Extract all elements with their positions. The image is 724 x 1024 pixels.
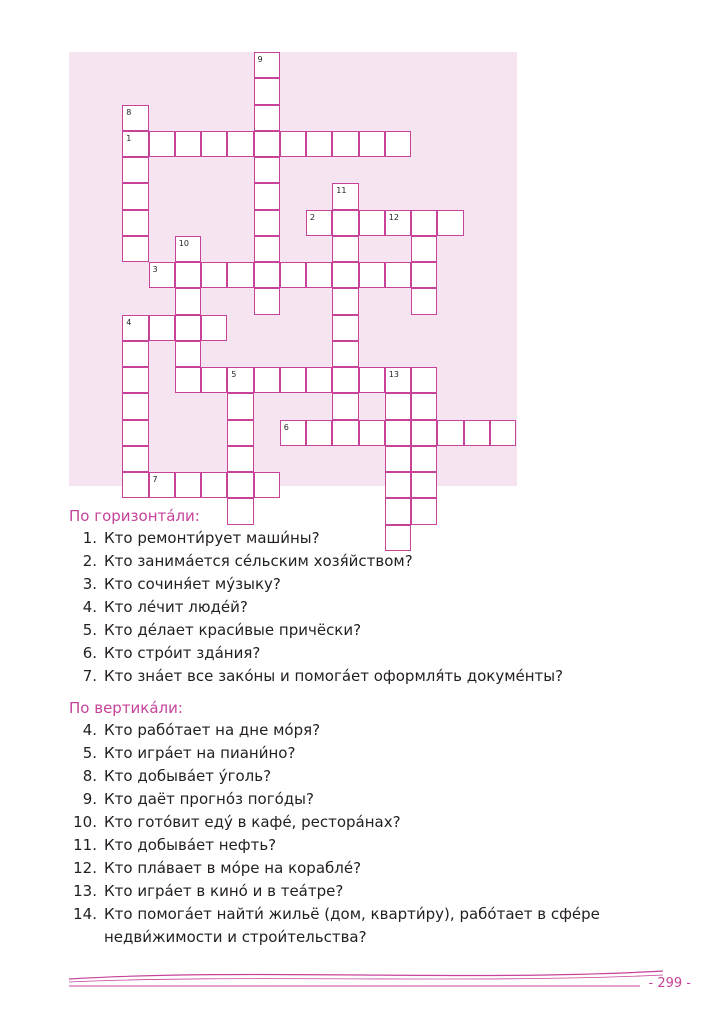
crossword-cell[interactable] <box>122 157 148 183</box>
crossword-cell[interactable] <box>332 210 358 236</box>
clue-text: Кто сочиня́ет му́зыку? <box>104 575 281 593</box>
clue-text: Кто помога́ет найти́ жильё (дом, кварти́ру), рабо́тает в сфе́ре недви́жимости и строи́тельства? <box>104 905 600 946</box>
crossword-cell[interactable] <box>411 367 437 393</box>
crossword-cell[interactable] <box>227 446 253 472</box>
crossword-cell[interactable] <box>175 262 201 288</box>
crossword-cell[interactable] <box>359 131 385 157</box>
crossword-cell[interactable] <box>332 315 358 341</box>
crossword-cell[interactable] <box>280 131 306 157</box>
crossword-cell[interactable] <box>437 420 463 446</box>
clue-number-label: 6 <box>283 422 289 432</box>
crossword-cell[interactable] <box>385 498 411 524</box>
clue-number-label: 4 <box>126 317 132 327</box>
crossword-cell[interactable] <box>149 472 175 498</box>
clue-number: 13. <box>73 882 97 900</box>
clue-number: 9. <box>82 790 97 808</box>
crossword-cell[interactable] <box>306 262 332 288</box>
clue-number: 4. <box>82 598 97 616</box>
crossword-cell[interactable] <box>411 288 437 314</box>
crossword-cell[interactable] <box>122 105 148 131</box>
crossword-cell[interactable] <box>122 183 148 209</box>
crossword-cell[interactable] <box>122 236 148 262</box>
down-clue <box>69 742 629 765</box>
crossword-cell[interactable] <box>385 131 411 157</box>
across-clue <box>69 596 629 619</box>
crossword-cell[interactable] <box>175 341 201 367</box>
crossword-cell[interactable] <box>280 420 306 446</box>
crossword-cell[interactable] <box>175 288 201 314</box>
crossword-cell[interactable] <box>254 52 280 78</box>
crossword-cell[interactable] <box>201 472 227 498</box>
clue-number-label: 5 <box>231 370 237 379</box>
footer-decoration <box>0 962 724 992</box>
clue-number: 3. <box>82 575 97 593</box>
crossword-cell[interactable] <box>306 131 332 157</box>
clue-number-label: 12 <box>388 212 399 222</box>
crossword-cell[interactable] <box>149 315 175 341</box>
crossword-cell[interactable] <box>332 183 358 209</box>
crossword-cell[interactable] <box>227 131 253 157</box>
crossword-cell[interactable] <box>359 262 385 288</box>
crossword-cell[interactable] <box>254 367 280 393</box>
crossword-cell[interactable] <box>306 420 332 446</box>
clue-number: 4. <box>82 721 97 739</box>
crossword-cell[interactable] <box>227 472 253 498</box>
crossword-cell[interactable] <box>122 472 148 498</box>
crossword-cell[interactable] <box>437 210 463 236</box>
clue-text: Кто занима́ется се́льским хозя́йством? <box>104 552 413 570</box>
clue-number-label: 8 <box>126 107 132 117</box>
clue-number: 8. <box>82 767 97 785</box>
crossword-cell[interactable] <box>411 446 437 472</box>
crossword-cell[interactable] <box>201 131 227 157</box>
crossword-cell[interactable] <box>464 420 490 446</box>
across-clue <box>69 573 629 596</box>
crossword-cell[interactable] <box>332 393 358 419</box>
clue-number: 7. <box>82 667 97 685</box>
crossword-cell[interactable] <box>122 315 148 341</box>
clue-text: Кто зна́ет все зако́ны и помога́ет оформля́ть докуме́нты? <box>104 667 564 685</box>
clue-text: Кто добыва́ет у́голь? <box>104 767 272 785</box>
crossword-cell[interactable] <box>490 420 516 446</box>
clue-number: 12. <box>73 859 97 877</box>
crossword-cell[interactable] <box>175 236 201 262</box>
down-clue <box>69 811 629 834</box>
crossword-cell[interactable] <box>254 210 280 236</box>
crossword-cell[interactable] <box>149 262 175 288</box>
clue-number-label: 10 <box>178 238 189 248</box>
down-clues <box>69 719 629 949</box>
crossword-cell[interactable] <box>411 498 437 524</box>
crossword-cell[interactable] <box>149 131 175 157</box>
clue-text: Кто ремонти́рует маши́ны? <box>104 529 320 547</box>
clue-number-label: 7 <box>152 475 158 484</box>
clue-text: Кто стро́ит зда́ния? <box>104 644 261 662</box>
crossword-cell[interactable] <box>359 420 385 446</box>
crossword-cell[interactable] <box>227 420 253 446</box>
crossword-cell[interactable] <box>385 420 411 446</box>
down-clue <box>69 857 629 880</box>
clue-text: Кто игра́ет в кино́ и в теа́тре? <box>104 882 344 900</box>
crossword-cell[interactable] <box>332 236 358 262</box>
clue-number-label: 2 <box>310 212 316 222</box>
crossword-cell[interactable] <box>175 472 201 498</box>
crossword-cell[interactable] <box>254 236 280 262</box>
crossword-cell[interactable] <box>175 367 201 393</box>
crossword-cell[interactable] <box>411 420 437 446</box>
down-clue <box>69 765 629 788</box>
crossword-cell[interactable] <box>306 367 332 393</box>
crossword-cell[interactable] <box>332 341 358 367</box>
crossword-cell[interactable] <box>385 472 411 498</box>
page-number: - 299 - <box>648 976 691 991</box>
clue-number: 14. <box>73 905 97 923</box>
crossword-cell[interactable] <box>122 131 148 157</box>
clue-text: Кто гото́вит еду́ в кафе́, рестора́нах? <box>104 813 401 831</box>
crossword-cell[interactable] <box>254 262 280 288</box>
crossword-cell[interactable] <box>254 105 280 131</box>
crossword-cell[interactable] <box>385 210 411 236</box>
crossword-cell[interactable] <box>254 78 280 104</box>
crossword-cell[interactable] <box>122 210 148 236</box>
crossword-cell[interactable] <box>332 131 358 157</box>
crossword-cell[interactable] <box>201 262 227 288</box>
crossword-cell[interactable] <box>332 262 358 288</box>
crossword-cell[interactable] <box>201 367 227 393</box>
crossword-cell[interactable] <box>385 367 411 393</box>
crossword-cell[interactable] <box>359 210 385 236</box>
clue-number: 5. <box>82 744 97 762</box>
down-clue <box>69 903 629 949</box>
across-heading: По горизонта́ли: <box>69 507 200 525</box>
clue-number-label: 13 <box>388 370 399 379</box>
across-clue <box>69 665 629 688</box>
crossword-cell[interactable] <box>411 210 437 236</box>
crossword-cell[interactable] <box>411 393 437 419</box>
crossword-cell[interactable] <box>332 288 358 314</box>
crossword-grid <box>69 52 517 486</box>
clue-number: 11. <box>73 836 97 854</box>
crossword-cell[interactable] <box>411 262 437 288</box>
clue-text: Кто добыва́ет нефть? <box>104 836 277 854</box>
clue-text: Кто де́лает краси́вые причёски? <box>104 621 362 639</box>
down-clue <box>69 834 629 857</box>
down-clue <box>69 788 629 811</box>
crossword-cell[interactable] <box>227 498 253 524</box>
across-clue <box>69 527 629 550</box>
crossword-cell[interactable] <box>254 288 280 314</box>
crossword-cell[interactable] <box>280 262 306 288</box>
crossword-cell[interactable] <box>175 131 201 157</box>
crossword-cell[interactable] <box>254 131 280 157</box>
crossword-cell[interactable] <box>227 367 253 393</box>
clue-number: 10. <box>73 813 97 831</box>
clue-number: 2. <box>82 552 97 570</box>
down-heading: По вертика́ли: <box>69 699 183 717</box>
crossword-cell[interactable] <box>280 367 306 393</box>
clue-text: Кто пла́вает в мо́ре на корабле́? <box>104 859 362 877</box>
clue-number-label: 1 <box>126 133 132 143</box>
crossword-cell[interactable] <box>175 315 201 341</box>
clue-number-label: 11 <box>336 186 347 196</box>
crossword-cell[interactable] <box>122 341 148 367</box>
crossword-cell[interactable] <box>332 367 358 393</box>
across-clues <box>69 527 629 688</box>
crossword-cell[interactable] <box>254 157 280 183</box>
crossword-cell[interactable] <box>122 393 148 419</box>
clue-number-label: 3 <box>152 265 158 274</box>
crossword-cell[interactable] <box>385 393 411 419</box>
crossword-cell[interactable] <box>227 393 253 419</box>
across-clue <box>69 619 629 642</box>
crossword-cell[interactable] <box>254 183 280 209</box>
clue-text: Кто ле́чит люде́й? <box>104 598 248 616</box>
crossword-cell[interactable] <box>359 367 385 393</box>
clue-text: Кто даёт прогно́з пого́ды? <box>104 790 314 808</box>
clue-text: Кто игра́ет на пиани́но? <box>104 744 296 762</box>
crossword-cell[interactable] <box>122 367 148 393</box>
crossword-cell[interactable] <box>122 446 148 472</box>
crossword-cell[interactable] <box>332 420 358 446</box>
clue-number-label: 9 <box>257 55 263 64</box>
crossword-cell[interactable] <box>201 315 227 341</box>
crossword-cell[interactable] <box>411 472 437 498</box>
down-clue <box>69 880 629 903</box>
clue-number: 5. <box>82 621 97 639</box>
crossword-cell[interactable] <box>254 472 280 498</box>
crossword-cell[interactable] <box>227 262 253 288</box>
crossword-cell[interactable] <box>122 420 148 446</box>
down-clue <box>69 719 629 742</box>
crossword-cell[interactable] <box>385 262 411 288</box>
clue-text: Кто рабо́тает на дне мо́ря? <box>104 721 321 739</box>
clue-number: 6. <box>82 644 97 662</box>
clue-number: 1. <box>82 529 97 547</box>
crossword-cell[interactable] <box>306 210 332 236</box>
across-clue <box>69 642 629 665</box>
across-clue <box>69 550 629 573</box>
crossword-cell[interactable] <box>411 236 437 262</box>
crossword-cell[interactable] <box>385 446 411 472</box>
